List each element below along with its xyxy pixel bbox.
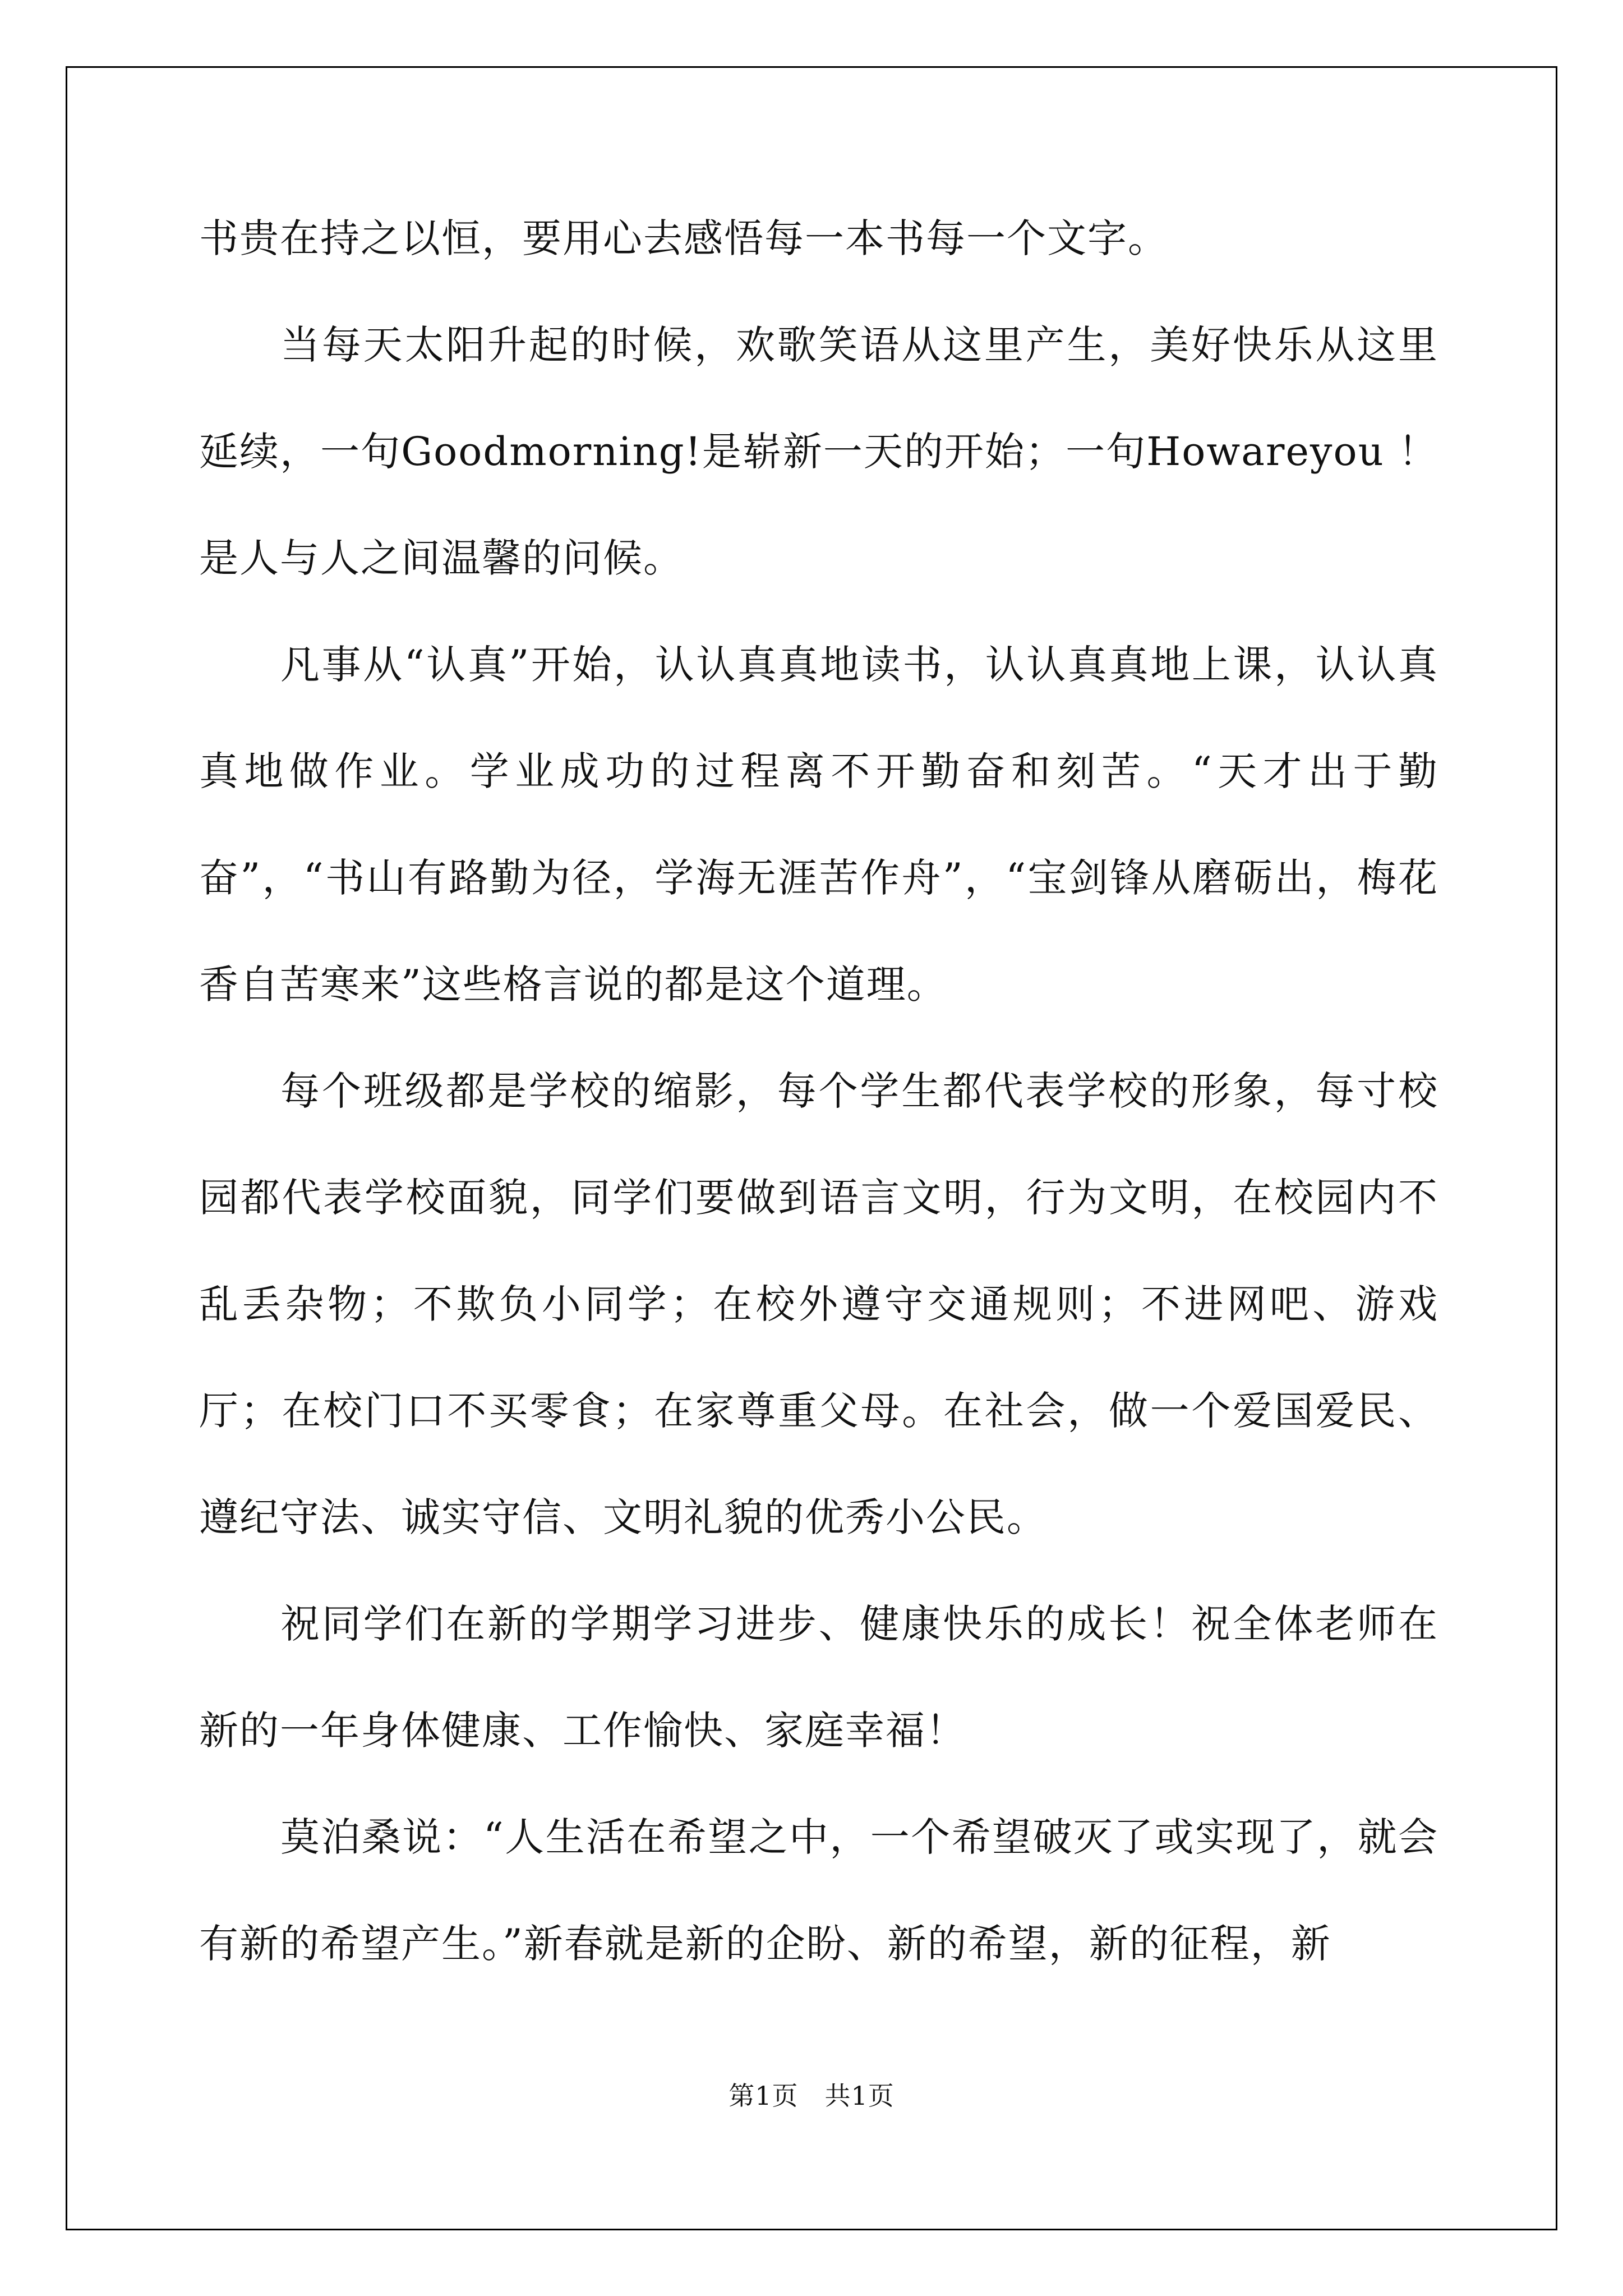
paragraph-2: 当每天太阳升起的时候，欢歌笑语从这里产生，美好快乐从这里延续，一句Goodmorning!是崭新一天的开始；一句Howareyou ！是人与人之间温馨的问候。 [199, 322, 1438, 581]
paragraph-4: 每个班级都是学校的缩影，每个学生都代表学校的形象，每寸校园都代表学校面貌，同学们要做到语言文明，行为文明，在校园内不乱丢杂物；不欺负小同学；在校外遵守交通规则；不进网吧、游戏厅；在校门口不买零食；在家尊重父母。在社会，做一个爱国爱民、遵纪守法、诚实守信、文明礼貌的优秀小公民。 [199, 1068, 1438, 1540]
document-body [199, 185, 1438, 1997]
paragraph-5: 祝同学们在新的学期学习进步、健康快乐的成长！祝全体老师在新的一年身体健康、工作愉快、家庭幸福！ [199, 1601, 1438, 1754]
paragraph-1: 书贵在持之以恒，要用心去感悟每一本书每一个文字。 [199, 215, 1168, 261]
paragraph-3: 凡事从“认真”开始，认认真真地读书，认认真真地上课，认认真真地做作业。学业成功的过程离不开勤奋和刻苦。“天才出于勤奋”，“书山有路勤为径，学海无涯苦作舟”，“宝剑锋从磨砺出，梅花香自苦寒来”这些格言说的都是这个道理。 [199, 642, 1438, 1007]
paragraph-6: 莫泊桑说：“人生活在希望之中，一个希望破灭了或实现了，就会有新的希望产生。”新春就是新的企盼、新的希望，新的征程，新 [199, 1814, 1438, 1967]
page-footer: 第1页 共1页 [728, 2081, 895, 2111]
